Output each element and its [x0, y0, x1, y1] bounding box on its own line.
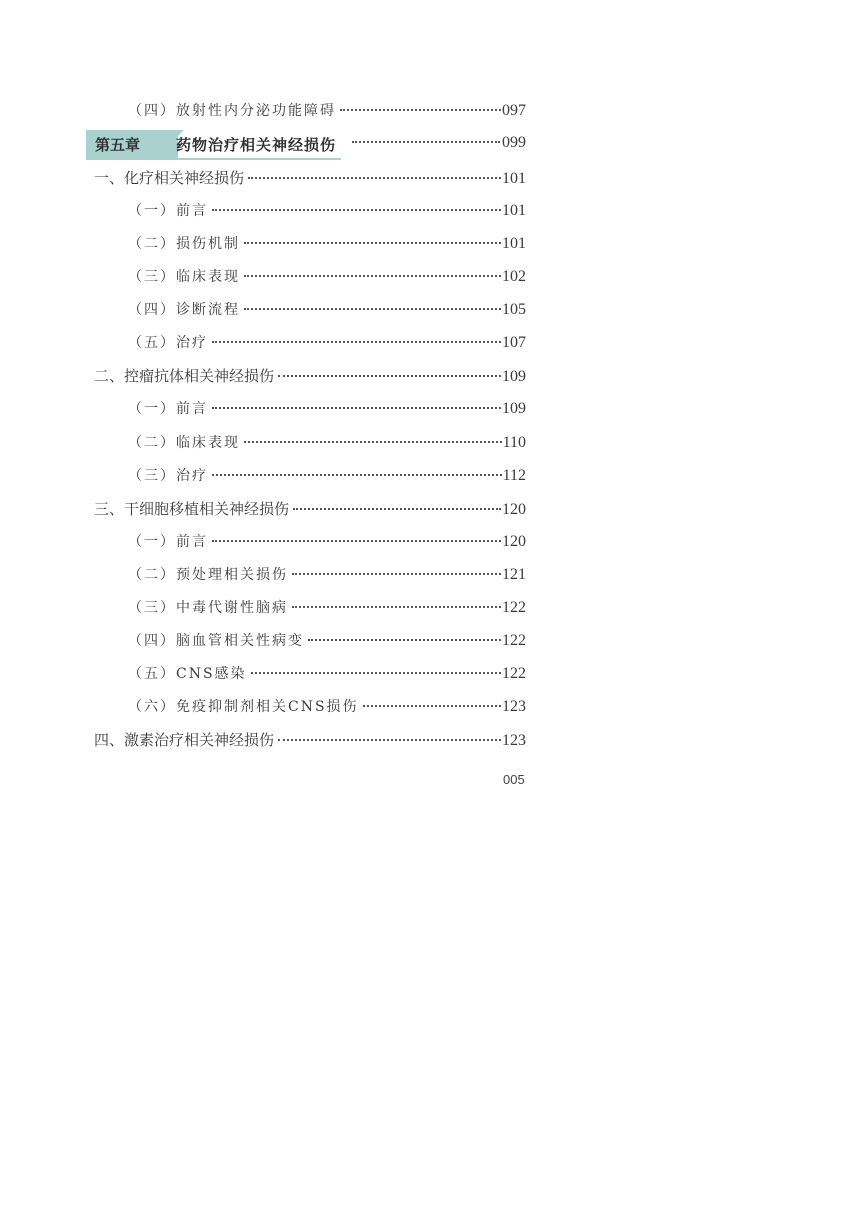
toc-entry-page: 123: [502, 732, 526, 749]
toc-entry-title: （二）临床表现: [128, 435, 240, 451]
toc-entry-title: 一、化疗相关神经损伤: [94, 169, 245, 187]
toc-entry[interactable]: [94, 167, 526, 191]
toc-entry-page: 107: [502, 334, 526, 351]
toc-entry[interactable]: [128, 465, 526, 489]
toc-entry-page: 097: [502, 102, 526, 119]
leader-dots: [212, 474, 502, 476]
toc-entry-title: （五）治疗: [128, 335, 208, 351]
toc-entry-title: （五）CNS感染: [128, 666, 247, 682]
toc-entry-title: （二）损伤机制: [128, 236, 240, 252]
leader-dots: [352, 141, 500, 143]
toc-entry-page: 122: [502, 665, 526, 682]
toc-entry-title: （六）免疫抑制剂相关CNS损伤: [128, 699, 359, 715]
toc-entry-page: 105: [502, 301, 526, 318]
toc-entry-title: （三）中毒代谢性脑病: [128, 600, 288, 616]
toc-entry-page: 101: [502, 170, 526, 187]
toc-entry[interactable]: [128, 531, 526, 555]
toc-entry-page: 110: [502, 434, 526, 451]
toc-entry[interactable]: [128, 299, 526, 323]
chapter-heading[interactable]: [86, 130, 526, 158]
leader-dots: [292, 573, 501, 575]
leader-dots: [278, 739, 501, 741]
toc-entry-title: （一）前言: [128, 534, 208, 550]
leader-dots: [308, 639, 501, 641]
toc-entry-title: （三）临床表现: [128, 269, 240, 285]
toc-entry[interactable]: [128, 200, 526, 224]
toc-entry-title: （三）治疗: [128, 468, 208, 484]
chapter-label: 第五章: [95, 136, 141, 154]
toc-entry-page: 109: [502, 368, 526, 385]
leader-dots: [244, 275, 501, 277]
toc-entry[interactable]: [128, 332, 526, 356]
toc-entry[interactable]: [128, 432, 526, 456]
toc-entry[interactable]: [128, 100, 526, 124]
chapter-underline: [86, 158, 341, 160]
leader-dots: [212, 407, 501, 409]
toc-entry[interactable]: [128, 266, 526, 290]
leader-dots: [251, 672, 501, 674]
toc-entry-title: 三、干细胞移植相关神经损伤: [94, 500, 290, 518]
toc-entry-page: 122: [502, 599, 526, 616]
toc-entry[interactable]: [128, 630, 526, 654]
toc-entry[interactable]: [128, 398, 526, 422]
toc-entry[interactable]: [94, 729, 526, 753]
toc-entry[interactable]: [128, 696, 526, 720]
toc-entry-title: 四、激素治疗相关神经损伤: [94, 731, 275, 749]
toc-entry-page: 102: [502, 268, 526, 285]
toc-entry-title: （四）诊断流程: [128, 302, 240, 318]
leader-dots: [278, 375, 501, 377]
chapter-title: 药物治疗相关神经损伤: [176, 136, 337, 154]
toc-entry-page: 120: [502, 533, 526, 550]
toc-entry-page: 101: [502, 235, 526, 252]
toc-entry-title: 二、控瘤抗体相关神经损伤: [94, 367, 275, 385]
leader-dots: [212, 540, 501, 542]
leader-dots: [212, 209, 501, 211]
leader-dots: [212, 341, 501, 343]
toc-entry[interactable]: [128, 597, 526, 621]
toc-entry[interactable]: [94, 365, 526, 389]
toc-entry-page: 109: [502, 400, 526, 417]
toc-entry-title: （四）放射性内分泌功能障碍: [128, 103, 336, 119]
toc-entry[interactable]: [94, 498, 526, 522]
leader-dots: [293, 508, 501, 510]
toc-entry-page: 122: [502, 632, 526, 649]
leader-dots: [340, 109, 501, 111]
leader-dots: [292, 606, 501, 608]
toc-entry-page: 120: [502, 501, 526, 518]
leader-dots: [248, 177, 501, 179]
page-number: 005: [503, 772, 525, 787]
toc-entry-page: 123: [502, 698, 526, 715]
toc-entry-title: （一）前言: [128, 401, 208, 417]
toc-entry[interactable]: [128, 564, 526, 588]
toc-entry-page: 121: [502, 566, 526, 583]
toc-entry-title: （一）前言: [128, 203, 208, 219]
toc-entry-title: （二）预处理相关损伤: [128, 567, 288, 583]
leader-dots: [363, 705, 501, 707]
toc-entry[interactable]: [128, 233, 526, 257]
toc-entry-page: 101: [502, 202, 526, 219]
leader-dots: [244, 441, 502, 443]
leader-dots: [244, 242, 501, 244]
toc-entry-page: 112: [502, 467, 526, 484]
chapter-page: 099: [502, 134, 526, 151]
toc-entry-title: （四）脑血管相关性病变: [128, 633, 304, 649]
leader-dots: [244, 308, 501, 310]
toc-entry[interactable]: [128, 663, 526, 687]
